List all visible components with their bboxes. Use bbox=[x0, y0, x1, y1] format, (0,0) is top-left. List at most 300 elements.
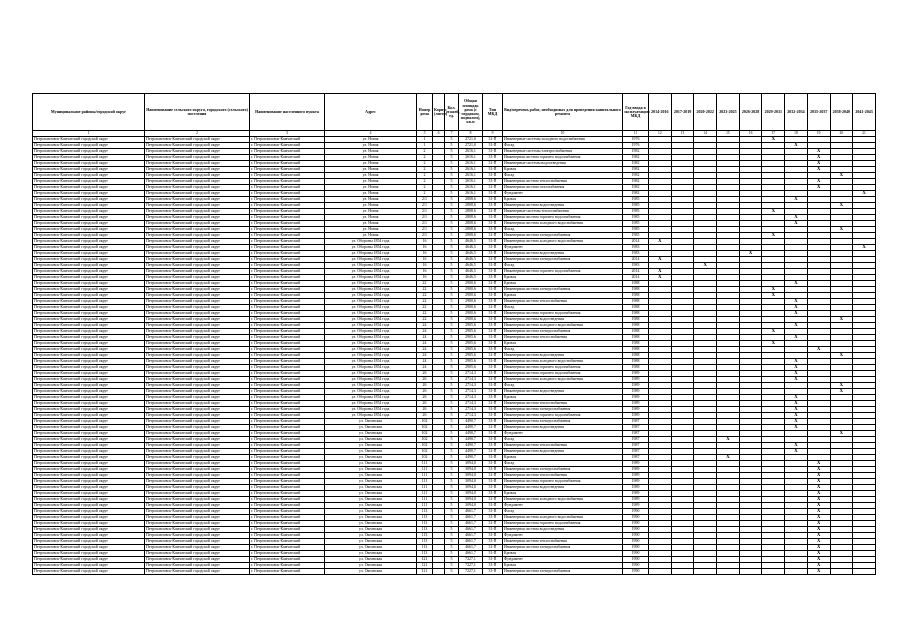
cell-floors: 5 bbox=[445, 275, 459, 281]
cell-locality: г. Петропавловск-Камчатский bbox=[250, 311, 325, 317]
cell-settlement: Петропавловск-Камчатский городской округ bbox=[145, 401, 250, 407]
cell-locality: г. Петропавловск-Камчатский bbox=[250, 353, 325, 359]
cell-street: ул. Новая bbox=[325, 185, 417, 191]
cell-municipality: Петропавловск-Камчатский городской округ bbox=[33, 557, 145, 563]
cell-repair: Фундамент bbox=[503, 557, 623, 563]
cell-wall: 31-П bbox=[483, 185, 503, 191]
cell-settlement: Петропавловск-Камчатский городской округ bbox=[145, 329, 250, 335]
cell-municipality: Петропавловск-Камчатский городской округ bbox=[33, 545, 145, 551]
cell-locality: г. Петропавловск-Камчатский bbox=[250, 407, 325, 413]
cell-year: 1985 bbox=[623, 221, 649, 227]
cell-street: ул. Океанская bbox=[325, 485, 417, 491]
cell-house: 26 bbox=[417, 413, 433, 419]
cell-repair: Инженерная система водоотведения bbox=[503, 449, 623, 455]
cell-wall: 31-П bbox=[483, 281, 503, 287]
cell-settlement: Петропавловск-Камчатский городской округ bbox=[145, 251, 250, 257]
cell-floors: 5 bbox=[445, 563, 459, 569]
cell-repair: Инженерная система горячего водоснабжения bbox=[503, 215, 623, 221]
cell-year: 2014 bbox=[623, 257, 649, 263]
cell-street: ул. Новая bbox=[325, 137, 417, 143]
cell-year: 1988 bbox=[623, 335, 649, 341]
cell-period bbox=[853, 569, 876, 575]
cell-floors: 5 bbox=[445, 449, 459, 455]
cell-wall: 31-П bbox=[483, 311, 503, 317]
cell-wall: 31-П bbox=[483, 545, 503, 551]
cell-house: 102 bbox=[417, 443, 433, 449]
cell-wall: 31-П bbox=[483, 197, 503, 203]
cell-period-mark: X bbox=[807, 185, 830, 191]
cell-house: 121 bbox=[417, 563, 433, 569]
cell-settlement: Петропавловск-Камчатский городской округ bbox=[145, 137, 250, 143]
cell-settlement: Петропавловск-Камчатский городской округ bbox=[145, 161, 250, 167]
cell-locality: г. Петропавловск-Камчатский bbox=[250, 515, 325, 521]
cell-house: 24 bbox=[417, 353, 433, 359]
cell-wall: 31-П bbox=[483, 467, 503, 473]
cell-locality: г. Петропавловск-Камчатский bbox=[250, 341, 325, 347]
cell-settlement: Петропавловск-Камчатский городской округ bbox=[145, 497, 250, 503]
header-wall: Тип МКД bbox=[483, 94, 503, 131]
header-period-3: 2023-2025 bbox=[717, 94, 740, 131]
cell-repair: Кровля bbox=[503, 341, 623, 347]
cell-area: 2714,3 bbox=[459, 401, 483, 407]
cell-house: 16 bbox=[417, 257, 433, 263]
cell-area: 7227,1 bbox=[459, 569, 483, 575]
cell-year: 1987 bbox=[623, 425, 649, 431]
cell-wall: 31-П bbox=[483, 353, 503, 359]
cell-municipality: Петропавловск-Камчатский городской округ bbox=[33, 239, 145, 245]
cell-house: 16 bbox=[417, 269, 433, 275]
cell-floors: 5 bbox=[445, 221, 459, 227]
cell-year: 1988 bbox=[623, 353, 649, 359]
cell-floors: 5 bbox=[445, 371, 459, 377]
cell-area: 4661,7 bbox=[459, 509, 483, 515]
cell-locality: г. Петропавловск-Камчатский bbox=[250, 497, 325, 503]
cell-year: 1989 bbox=[623, 401, 649, 407]
cell-repair: Инженерная система горячего водоснабжения bbox=[503, 371, 623, 377]
cell-floors: 5 bbox=[445, 407, 459, 413]
cell-locality: г. Петропавловск-Камчатский bbox=[250, 449, 325, 455]
cell-wall: 31-П bbox=[483, 407, 503, 413]
cell-wall: 31-П bbox=[483, 251, 503, 257]
cell-year: 1982 bbox=[623, 167, 649, 173]
cell-repair: Инженерная система горячего водоснабжения bbox=[503, 521, 623, 527]
cell-period-mark: X bbox=[830, 203, 853, 209]
column-number: 2 bbox=[145, 131, 250, 137]
cell-repair: Инженерная система холодного водоснабжения bbox=[503, 359, 623, 365]
cell-year: 1988 bbox=[623, 293, 649, 299]
cell-street: ул. Новая bbox=[325, 167, 417, 173]
cell-period-mark: X bbox=[830, 431, 853, 437]
cell-year: 1988 bbox=[623, 329, 649, 335]
cell-municipality: Петропавловск-Камчатский городской округ bbox=[33, 317, 145, 323]
cell-settlement: Петропавловск-Камчатский городской округ bbox=[145, 191, 250, 197]
cell-wall: 31-П bbox=[483, 383, 503, 389]
cell-area: 3094,0 bbox=[459, 491, 483, 497]
column-number: 14 bbox=[694, 131, 717, 137]
cell-area: 2808,6 bbox=[459, 215, 483, 221]
cell-year: 1989 bbox=[623, 377, 649, 383]
cell-settlement: Петропавловск-Камчатский городской округ bbox=[145, 173, 250, 179]
cell-house: 22 bbox=[417, 311, 433, 317]
cell-repair: Инженерная система водоотведения bbox=[503, 527, 623, 533]
cell-locality: г. Петропавловск-Камчатский bbox=[250, 173, 325, 179]
cell-area: 2721,0 bbox=[459, 143, 483, 149]
cell-period-mark: X bbox=[785, 359, 808, 365]
cell-year: 1988 bbox=[623, 341, 649, 347]
cell-floors: 5 bbox=[445, 197, 459, 203]
cell-municipality: Петропавловск-Камчатский городской округ bbox=[33, 209, 145, 215]
cell-settlement: Петропавловск-Камчатский городской округ bbox=[145, 491, 250, 497]
cell-repair: Кровля bbox=[503, 197, 623, 203]
cell-period-mark: X bbox=[785, 197, 808, 203]
cell-floors: 5 bbox=[445, 377, 459, 383]
cell-locality: г. Петропавловск-Камчатский bbox=[250, 263, 325, 269]
cell-period-mark: X bbox=[807, 569, 830, 575]
cell-municipality: Петропавловск-Камчатский городской округ bbox=[33, 221, 145, 227]
cell-floors: 5 bbox=[445, 161, 459, 167]
cell-street: ул. Океанская bbox=[325, 563, 417, 569]
header-building: Корпус (литер) bbox=[433, 94, 445, 131]
cell-year: 1988 bbox=[623, 311, 649, 317]
cell-repair: Инженерная система электроснабжения bbox=[503, 233, 623, 239]
cell-area: 4490,7 bbox=[459, 455, 483, 461]
cell-floors: 5 bbox=[445, 461, 459, 467]
cell-house: 2/1 bbox=[417, 233, 433, 239]
cell-floors: 5 bbox=[445, 317, 459, 323]
cell-wall: 31-П bbox=[483, 221, 503, 227]
cell-locality: г. Петропавловск-Камчатский bbox=[250, 491, 325, 497]
cell-house: 113 bbox=[417, 515, 433, 521]
cell-period bbox=[762, 569, 785, 575]
cell-area: 4490,7 bbox=[459, 431, 483, 437]
cell-year: 1988 bbox=[623, 347, 649, 353]
cell-street: ул. Океанская bbox=[325, 497, 417, 503]
cell-period-mark: X bbox=[762, 233, 785, 239]
cell-settlement: Петропавловск-Камчатский городской округ bbox=[145, 377, 250, 383]
cell-repair: Фундамент bbox=[503, 503, 623, 509]
column-number: 12 bbox=[649, 131, 672, 137]
cell-locality: г. Петропавловск-Камчатский bbox=[250, 371, 325, 377]
cell-locality: г. Петропавловск-Камчатский bbox=[250, 227, 325, 233]
column-number: 1 bbox=[33, 131, 145, 137]
cell-period-mark: X bbox=[807, 473, 830, 479]
cell-settlement: Петропавловск-Камчатский городской округ bbox=[145, 563, 250, 569]
cell-year: 1989 bbox=[623, 503, 649, 509]
cell-year: 1989 bbox=[623, 467, 649, 473]
cell-municipality: Петропавловск-Камчатский городской округ bbox=[33, 449, 145, 455]
cell-settlement: Петропавловск-Камчатский городской округ bbox=[145, 179, 250, 185]
cell-period-mark: X bbox=[807, 467, 830, 473]
cell-wall: 31-П bbox=[483, 335, 503, 341]
cell-wall: 31-П bbox=[483, 473, 503, 479]
cell-period-mark: X bbox=[807, 539, 830, 545]
cell-municipality: Петропавловск-Камчатский городской округ bbox=[33, 185, 145, 191]
cell-period-mark: X bbox=[807, 557, 830, 563]
cell-house: 26 bbox=[417, 407, 433, 413]
cell-house: 22 bbox=[417, 281, 433, 287]
column-number: 21 bbox=[853, 131, 876, 137]
cell-area: 4661,7 bbox=[459, 515, 483, 521]
cell-area: 2900,6 bbox=[459, 293, 483, 299]
cell-wall: 31-П bbox=[483, 449, 503, 455]
cell-floors: 5 bbox=[445, 353, 459, 359]
column-number: 19 bbox=[807, 131, 830, 137]
cell-area: 4661,7 bbox=[459, 527, 483, 533]
cell-municipality: Петропавловск-Камчатский городской округ bbox=[33, 149, 145, 155]
cell-municipality: Петропавловск-Камчатский городской округ bbox=[33, 143, 145, 149]
cell-wall: 31-П bbox=[483, 539, 503, 545]
cell-municipality: Петропавловск-Камчатский городской округ bbox=[33, 353, 145, 359]
cell-year: 1989 bbox=[623, 497, 649, 503]
cell-wall: 31-П bbox=[483, 263, 503, 269]
cell-locality: г. Петропавловск-Камчатский bbox=[250, 245, 325, 251]
cell-street: ул. Обороны 1854 года bbox=[325, 245, 417, 251]
cell-locality: г. Петропавловск-Камчатский bbox=[250, 257, 325, 263]
header-area: Общая площадь дома (с чердаком, подвалом), кв.м bbox=[459, 94, 483, 131]
cell-year: 1987 bbox=[623, 443, 649, 449]
cell-locality: г. Петропавловск-Камчатский bbox=[250, 557, 325, 563]
cell-locality: г. Петропавловск-Камчатский bbox=[250, 137, 325, 143]
cell-repair: Инженерная система холодного водоснабжения bbox=[503, 377, 623, 383]
cell-repair: Инженерные системы теплоснабжения bbox=[503, 209, 623, 215]
cell-settlement: Петропавловск-Камчатский городской округ bbox=[145, 467, 250, 473]
cell-street: ул. Обороны 1854 года bbox=[325, 359, 417, 365]
cell-floors: 5 bbox=[445, 233, 459, 239]
cell-street: ул. Новая bbox=[325, 233, 417, 239]
cell-repair: Инженерная система электроснабжения bbox=[503, 257, 623, 263]
cell-floors: 5 bbox=[445, 569, 459, 575]
cell-municipality: Петропавловск-Камчатский городской округ bbox=[33, 137, 145, 143]
cell-year: 1989 bbox=[623, 491, 649, 497]
cell-area: 2905,6 bbox=[459, 335, 483, 341]
cell-municipality: Петропавловск-Камчатский городской округ bbox=[33, 233, 145, 239]
cell-municipality: Петропавловск-Камчатский городской округ bbox=[33, 407, 145, 413]
cell-settlement: Петропавловск-Камчатский городской округ bbox=[145, 359, 250, 365]
cell-municipality: Петропавловск-Камчатский городской округ bbox=[33, 563, 145, 569]
cell-locality: г. Петропавловск-Камчатский bbox=[250, 383, 325, 389]
cell-municipality: Петропавловск-Камчатский городской округ bbox=[33, 371, 145, 377]
cell-locality: г. Петропавловск-Камчатский bbox=[250, 563, 325, 569]
cell-settlement: Петропавловск-Камчатский городской округ bbox=[145, 449, 250, 455]
cell-street: ул. Обороны 1854 года bbox=[325, 335, 417, 341]
cell-settlement: Петропавловск-Камчатский городской округ bbox=[145, 347, 250, 353]
cell-street: ул. Океанская bbox=[325, 479, 417, 485]
cell-house: 2 bbox=[417, 155, 433, 161]
cell-wall: 31-П bbox=[483, 431, 503, 437]
cell-municipality: Петропавловск-Камчатский городской округ bbox=[33, 377, 145, 383]
cell-municipality: Петропавловск-Камчатский городской округ bbox=[33, 515, 145, 521]
cell-period-mark: X bbox=[785, 395, 808, 401]
cell-year: 1987 bbox=[623, 455, 649, 461]
cell-period-mark: X bbox=[807, 161, 830, 167]
cell-floors: 5 bbox=[445, 491, 459, 497]
cell-floors: 5 bbox=[445, 395, 459, 401]
cell-year: 1989 bbox=[623, 479, 649, 485]
cell-year: 1976 bbox=[623, 137, 649, 143]
cell-floors: 5 bbox=[445, 269, 459, 275]
cell-settlement: Петропавловск-Камчатский городской округ bbox=[145, 545, 250, 551]
cell-floors: 5 bbox=[445, 245, 459, 251]
cell-settlement: Петропавловск-Камчатский городской округ bbox=[145, 389, 250, 395]
cell-house: 16 bbox=[417, 251, 433, 257]
cell-settlement: Петропавловск-Камчатский городской округ bbox=[145, 323, 250, 329]
cell-locality: г. Петропавловск-Камчатский bbox=[250, 485, 325, 491]
header-period-4: 2026-2028 bbox=[739, 94, 762, 131]
cell-year: 1989 bbox=[623, 395, 649, 401]
cell-house: 22 bbox=[417, 299, 433, 305]
cell-street: ул. Океанская bbox=[325, 557, 417, 563]
cell-year: 1985 bbox=[623, 227, 649, 233]
table-body bbox=[33, 137, 876, 575]
cell-period-mark: X bbox=[807, 155, 830, 161]
cell-area: 2808,6 bbox=[459, 227, 483, 233]
cell-area: 2900,6 bbox=[459, 317, 483, 323]
cell-settlement: Петропавловск-Камчатский городской округ bbox=[145, 149, 250, 155]
cell-area: 2905,6 bbox=[459, 353, 483, 359]
cell-street: ул. Новая bbox=[325, 143, 417, 149]
cell-wall: 31-П bbox=[483, 227, 503, 233]
cell-settlement: Петропавловск-Камчатский городской округ bbox=[145, 215, 250, 221]
cell-municipality: Петропавловск-Камчатский городской округ bbox=[33, 245, 145, 251]
cell-settlement: Петропавловск-Камчатский городской округ bbox=[145, 365, 250, 371]
cell-locality: г. Петропавловск-Камчатский bbox=[250, 527, 325, 533]
cell-period-mark: X bbox=[785, 215, 808, 221]
cell-wall: 31-П bbox=[483, 515, 503, 521]
cell-locality: г. Петропавловск-Камчатский bbox=[250, 197, 325, 203]
cell-locality: г. Петропавловск-Камчатский bbox=[250, 347, 325, 353]
cell-floors: 5 bbox=[445, 509, 459, 515]
cell-municipality: Петропавловск-Камчатский городской округ bbox=[33, 275, 145, 281]
cell-street: ул. Новая bbox=[325, 155, 417, 161]
cell-house: 22 bbox=[417, 287, 433, 293]
cell-period-mark: X bbox=[649, 257, 672, 263]
cell-year: 1985 bbox=[623, 209, 649, 215]
cell-floors: 5 bbox=[445, 185, 459, 191]
cell-area: 2714,3 bbox=[459, 413, 483, 419]
cell-area: 2714,3 bbox=[459, 395, 483, 401]
cell-floors: 5 bbox=[445, 257, 459, 263]
cell-repair: Фасад bbox=[503, 437, 623, 443]
cell-area: 4490,7 bbox=[459, 443, 483, 449]
cell-wall: 31-П bbox=[483, 155, 503, 161]
cell-street: ул. Океанская bbox=[325, 545, 417, 551]
cell-locality: г. Петропавловск-Камчатский bbox=[250, 155, 325, 161]
cell-locality: г. Петропавловск-Камчатский bbox=[250, 167, 325, 173]
cell-period-mark: X bbox=[785, 377, 808, 383]
cell-area: 2900,6 bbox=[459, 287, 483, 293]
cell-settlement: Петропавловск-Камчатский городской округ bbox=[145, 473, 250, 479]
cell-repair: Инженерная система водоотведения bbox=[503, 251, 623, 257]
cell-repair: Кровля bbox=[503, 281, 623, 287]
cell-house: 111 bbox=[417, 467, 433, 473]
cell-locality: г. Петропавловск-Камчатский bbox=[250, 389, 325, 395]
cell-wall: 31-П bbox=[483, 419, 503, 425]
header-row bbox=[33, 94, 876, 131]
cell-street: ул. Обороны 1854 года bbox=[325, 323, 417, 329]
cell-repair: Инженерная система холодного водоснабжения bbox=[503, 497, 623, 503]
cell-locality: г. Петропавловск-Камчатский bbox=[250, 215, 325, 221]
cell-period-mark: X bbox=[762, 329, 785, 335]
repair-program-sheet bbox=[32, 93, 875, 575]
cell-year: 1990 bbox=[623, 557, 649, 563]
cell-period-mark: X bbox=[853, 245, 876, 251]
cell-house: 24 bbox=[417, 365, 433, 371]
cell-year: 1982 bbox=[623, 155, 649, 161]
cell-municipality: Петропавловск-Камчатский городской округ bbox=[33, 173, 145, 179]
cell-house: 102 bbox=[417, 437, 433, 443]
cell-period-mark: X bbox=[830, 317, 853, 323]
cell-municipality: Петропавловск-Камчатский городской округ bbox=[33, 485, 145, 491]
cell-repair: Кровля bbox=[503, 395, 623, 401]
cell-repair: Инженерная система горячего водоснабжения bbox=[503, 269, 623, 275]
cell-municipality: Петропавловск-Камчатский городской округ bbox=[33, 491, 145, 497]
cell-municipality: Петропавловск-Камчатский городской округ bbox=[33, 191, 145, 197]
cell-repair: Кровля bbox=[503, 275, 623, 281]
cell-year: 1990 bbox=[623, 509, 649, 515]
cell-area: 7227,1 bbox=[459, 557, 483, 563]
cell-locality: г. Петропавловск-Камчатский bbox=[250, 551, 325, 557]
cell-year: 1982 bbox=[623, 149, 649, 155]
cell-repair: Фасад bbox=[503, 173, 623, 179]
cell-settlement: Петропавловск-Камчатский городской округ bbox=[145, 503, 250, 509]
cell-floors: 5 bbox=[445, 359, 459, 365]
cell-floors: 5 bbox=[445, 137, 459, 143]
cell-period-mark: X bbox=[785, 221, 808, 227]
cell-municipality: Петропавловск-Камчатский городской округ bbox=[33, 335, 145, 341]
cell-locality: г. Петропавловск-Камчатский bbox=[250, 395, 325, 401]
cell-area: 2714,3 bbox=[459, 389, 483, 395]
cell-house: 2 bbox=[417, 167, 433, 173]
cell-municipality: Петропавловск-Камчатский городской округ bbox=[33, 341, 145, 347]
cell-period-mark: X bbox=[807, 149, 830, 155]
cell-settlement: Петропавловск-Камчатский городской округ bbox=[145, 287, 250, 293]
cell-street: ул. Океанская bbox=[325, 449, 417, 455]
cell-locality: г. Петропавловск-Камчатский bbox=[250, 191, 325, 197]
cell-municipality: Петропавловск-Камчатский городской округ bbox=[33, 389, 145, 395]
cell-street: ул. Обороны 1854 года bbox=[325, 257, 417, 263]
cell-wall: 31-П bbox=[483, 425, 503, 431]
cell-wall: 31-П bbox=[483, 443, 503, 449]
cell-wall: 31-П bbox=[483, 485, 503, 491]
cell-settlement: Петропавловск-Камчатский городской округ bbox=[145, 515, 250, 521]
cell-wall: 31-П bbox=[483, 287, 503, 293]
cell-house: 111 bbox=[417, 497, 433, 503]
cell-locality: г. Петропавловск-Камчатский bbox=[250, 161, 325, 167]
cell-wall: 31-П bbox=[483, 215, 503, 221]
header-municipality: Муниципальное районы/городской округ bbox=[33, 94, 145, 131]
cell-area: 2905,6 bbox=[459, 341, 483, 347]
cell-house: 2/1 bbox=[417, 227, 433, 233]
cell-locality: г. Петропавловск-Камчатский bbox=[250, 461, 325, 467]
cell-area: 3094,0 bbox=[459, 479, 483, 485]
cell-locality: г. Петропавловск-Камчатский bbox=[250, 425, 325, 431]
cell-period-mark: X bbox=[785, 323, 808, 329]
cell-repair: Инженерные системы электроснабжения bbox=[503, 149, 623, 155]
cell-wall: 31-П bbox=[483, 479, 503, 485]
cell-period-mark: X bbox=[853, 191, 876, 197]
cell-settlement: Петропавловск-Камчатский городской округ bbox=[145, 557, 250, 563]
cell-settlement: Петропавловск-Камчатский городской округ bbox=[145, 245, 250, 251]
cell-municipality: Петропавловск-Камчатский городской округ bbox=[33, 287, 145, 293]
cell-repair: Кровля bbox=[503, 455, 623, 461]
column-number: 8 bbox=[459, 131, 483, 137]
cell-period-mark: X bbox=[785, 299, 808, 305]
cell-repair: Инженерная система электроснабжения bbox=[503, 569, 623, 575]
cell-street: ул. Обороны 1854 года bbox=[325, 299, 417, 305]
cell-municipality: Петропавловск-Камчатский городской округ bbox=[33, 251, 145, 257]
cell-locality: г. Петропавловск-Камчатский bbox=[250, 299, 325, 305]
cell-wall: 31-П bbox=[483, 401, 503, 407]
